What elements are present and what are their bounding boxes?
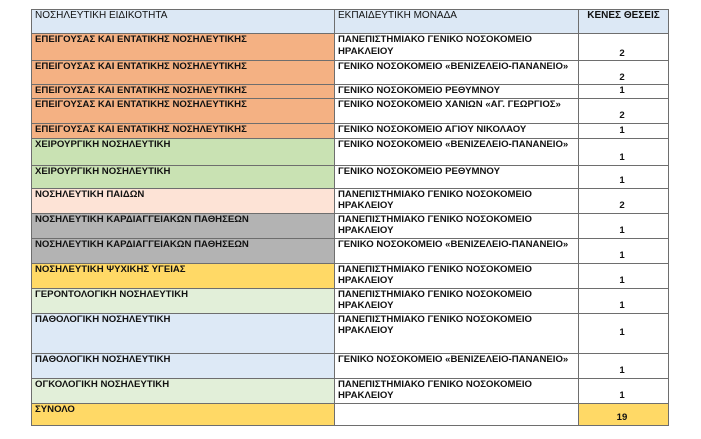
unit-cell: ΓΕΝΙΚΟ ΝΟΣΟΚΟΜΕΙΟ ΧΑΝΙΩΝ «ΑΓ. ΓΕΩΡΓΙΟΣ» [335,98,579,123]
seats-cell: 1 [579,138,669,165]
seats-cell: 1 [579,378,669,403]
unit-cell: ΓΕΝΙΚΟ ΝΟΣΟΚΟΜΕΙΟ «ΒΕΝΙΖΕΛΕΙΟ-ΠΑΝΑΝΕΙΟ» [335,138,579,165]
header-unit: ΕΚΠΑΙΔΕΥΤΙΚΗ ΜΟΝΑΔΑ [335,10,579,34]
unit-cell: ΠΑΝΕΠΙΣΤΗΜΙΑΚΟ ΓΕΝΙΚΟ ΝΟΣΟΚΟΜΕΙΟ ΗΡΑΚΛΕΙΟΥ [335,313,579,353]
unit-cell: ΠΑΝΕΠΙΣΤΗΜΙΑΚΟ ΓΕΝΙΚΟ ΝΟΣΟΚΟΜΕΙΟ ΗΡΑΚΛΕΙΟΥ [335,34,579,61]
seats-cell: 1 [579,238,669,263]
seats-cell: 2 [579,61,669,85]
specialty-cell: ΕΠΕΙΓΟΥΣΑΣ ΚΑΙ ΕΝΤΑΤΙΚΗΣ ΝΟΣΗΛΕΥΤΙΚΗΣ [32,34,335,61]
table-row [32,138,669,165]
seats-cell: 1 [579,353,669,378]
table-row [32,123,669,138]
unit-cell: ΠΑΝΕΠΙΣΤΗΜΙΑΚΟ ΓΕΝΙΚΟ ΝΟΣΟΚΟΜΕΙΟ ΗΡΑΚΛΕΙΟΥ [335,213,579,238]
unit-cell: ΠΑΝΕΠΙΣΤΗΜΙΑΚΟ ΓΕΝΙΚΟ ΝΟΣΟΚΟΜΕΙΟ ΗΡΑΚΛΕΙΟΥ [335,378,579,403]
table-row [32,263,669,288]
vacancies-table [31,9,669,426]
seats-cell: 2 [579,188,669,213]
unit-cell: ΓΕΝΙΚΟ ΝΟΣΟΚΟΜΕΙΟ «ΒΕΝΙΖΕΛΕΙΟ-ΠΑΝΑΝΕΙΟ» [335,61,579,85]
specialty-cell: ΝΟΣΗΛΕΥΤΙΚΗ ΨΥΧΙΚΗΣ ΥΓΕΙΑΣ [32,263,335,288]
specialty-cell: ΧΕΙΡΟΥΡΓΙΚΗ ΝΟΣΗΛΕΥΤΙΚΗ [32,138,335,165]
seats-cell: 1 [579,288,669,313]
specialty-cell: ΕΠΕΙΓΟΥΣΑΣ ΚΑΙ ΕΝΤΑΤΙΚΗΣ ΝΟΣΗΛΕΥΤΙΚΗΣ [32,98,335,123]
header-specialty: ΝΟΣΗΛΕΥΤΙΚΗ ΕΙΔΙΚΟΤΗΤΑ [32,10,335,34]
unit-cell: ΓΕΝΙΚΟ ΝΟΣΟΚΟΜΕΙΟ ΡΕΘΥΜΝΟΥ [335,85,579,99]
unit-cell: ΠΑΝΕΠΙΣΤΗΜΙΑΚΟ ΓΕΝΙΚΟ ΝΟΣΟΚΟΜΕΙΟ ΗΡΑΚΛΕΙΟΥ [335,288,579,313]
unit-cell: ΓΕΝΙΚΟ ΝΟΣΟΚΟΜΕΙΟ «ΒΕΝΙΖΕΛΕΙΟ-ΠΑΝΑΝΕΙΟ» [335,238,579,263]
specialty-cell: ΠΑΘΟΛΟΓΙΚΗ ΝΟΣΗΛΕΥΤΙΚΗ [32,313,335,353]
total-label: ΣΥΝΟΛΟ [32,403,335,425]
header-row [32,10,669,34]
total-seats: 19 [579,403,669,425]
unit-cell: ΓΕΝΙΚΟ ΝΟΣΟΚΟΜΕΙΟ ΡΕΘΥΜΝΟΥ [335,165,579,188]
seats-cell: 2 [579,98,669,123]
seats-cell: 1 [579,213,669,238]
total-row [32,403,669,425]
unit-cell: ΠΑΝΕΠΙΣΤΗΜΙΑΚΟ ΓΕΝΙΚΟ ΝΟΣΟΚΟΜΕΙΟ ΗΡΑΚΛΕΙΟΥ [335,263,579,288]
header-seats: ΚΕΝΕΣ ΘΕΣΕΙΣ [579,10,669,34]
specialty-cell: ΓΕΡΟΝΤΟΛΟΓΙΚΗ ΝΟΣΗΛΕΥΤΙΚΗ [32,288,335,313]
specialty-cell: ΝΟΣΗΛΕΥΤΙΚΗ ΚΑΡΔΙΑΓΓΕΙΑΚΩΝ ΠΑΘΗΣΕΩΝ [32,238,335,263]
seats-cell: 1 [579,123,669,138]
specialty-cell: ΟΓΚΟΛΟΓΙΚΗ ΝΟΣΗΛΕΥΤΙΚΗ [32,378,335,403]
seats-cell: 1 [579,263,669,288]
specialty-cell: ΠΑΘΟΛΟΓΙΚΗ ΝΟΣΗΛΕΥΤΙΚΗ [32,353,335,378]
table-row [32,61,669,85]
unit-cell: ΓΕΝΙΚΟ ΝΟΣΟΚΟΜΕΙΟ «ΒΕΝΙΖΕΛΕΙΟ-ΠΑΝΑΝΕΙΟ» [335,353,579,378]
table-row [32,34,669,61]
specialty-cell: ΕΠΕΙΓΟΥΣΑΣ ΚΑΙ ΕΝΤΑΤΙΚΗΣ ΝΟΣΗΛΕΥΤΙΚΗΣ [32,123,335,138]
specialty-cell: ΝΟΣΗΛΕΥΤΙΚΗ ΠΑΙΔΩΝ [32,188,335,213]
table-row [32,165,669,188]
table-row [32,188,669,213]
table-row [32,213,669,238]
table-row [32,85,669,99]
seats-cell: 2 [579,34,669,61]
table-row [32,288,669,313]
table-row [32,238,669,263]
seats-cell: 1 [579,165,669,188]
specialty-cell: ΕΠΕΙΓΟΥΣΑΣ ΚΑΙ ΕΝΤΑΤΙΚΗΣ ΝΟΣΗΛΕΥΤΙΚΗΣ [32,61,335,85]
unit-cell: ΠΑΝΕΠΙΣΤΗΜΙΑΚΟ ΓΕΝΙΚΟ ΝΟΣΟΚΟΜΕΙΟ ΗΡΑΚΛΕΙΟΥ [335,188,579,213]
seats-cell: 1 [579,313,669,353]
specialty-cell: ΧΕΙΡΟΥΡΓΙΚΗ ΝΟΣΗΛΕΥΤΙΚΗ [32,165,335,188]
total-unit-cell [335,403,579,425]
table-row [32,98,669,123]
seats-cell: 1 [579,85,669,99]
table-row [32,353,669,378]
table-row [32,313,669,353]
specialty-cell: ΕΠΕΙΓΟΥΣΑΣ ΚΑΙ ΕΝΤΑΤΙΚΗΣ ΝΟΣΗΛΕΥΤΙΚΗΣ [32,85,335,99]
unit-cell: ΓΕΝΙΚΟ ΝΟΣΟΚΟΜΕΙΟ ΑΓΙΟΥ ΝΙΚΟΛΑΟΥ [335,123,579,138]
table-row [32,378,669,403]
specialty-cell: ΝΟΣΗΛΕΥΤΙΚΗ ΚΑΡΔΙΑΓΓΕΙΑΚΩΝ ΠΑΘΗΣΕΩΝ [32,213,335,238]
